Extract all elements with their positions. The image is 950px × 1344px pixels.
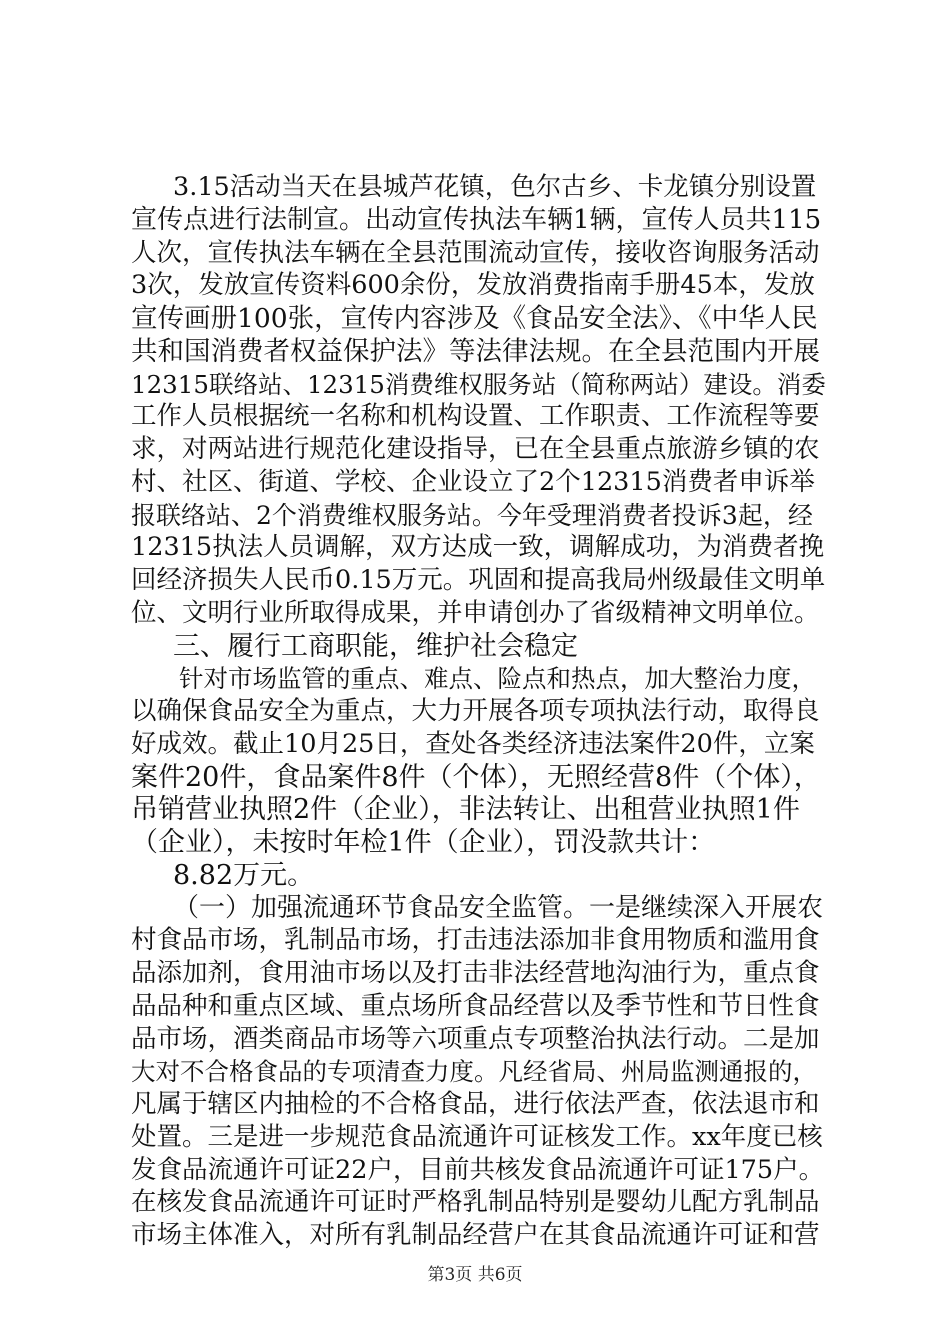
text-line: 品市场，酒类商品市场等六项重点专项整治执法行动。二是加 <box>131 1024 820 1054</box>
text-line: 大对不合格食品的专项清查力度。凡经省局、州局监测通报的， <box>131 1057 817 1086</box>
page-footer: 第3页 共6页 <box>427 1265 523 1285</box>
text-line: 好成效。截止10月25日，查处各类经济违法案件20件，立案 <box>131 729 815 759</box>
text-line: 品添加剂，食用油市场以及打击非法经营地沟油行为，重点食 <box>131 958 820 988</box>
text-line: 报联络站、2个消费维权服务站。今年受理消费者投诉3起，经 <box>131 501 813 530</box>
text-line: （一）加强流通环节食品安全监管。一是继续深入开展农 <box>173 893 824 923</box>
text-line: 8.82万元。 <box>173 860 315 891</box>
text-line: （企业），未按时年检1件（企业），罚没款共计： <box>131 827 716 858</box>
text-line: 品品种和重点区域、重点场所食品经营以及季节性和节日性食 <box>131 991 820 1021</box>
text-line: 凡属于辖区内抽检的不合格食品，进行依法严查，依法退市和 <box>131 1089 820 1119</box>
text-line: 3.15活动当天在县城芦花镇，色尔古乡、卡龙镇分别设置 <box>173 172 817 202</box>
text-line: 工作人员根据统一名称和机构设置、工作职责、工作流程等要 <box>131 401 820 431</box>
text-line: 3次，发放宣传资料600余份，发放消费指南手册45本，发放 <box>131 270 815 300</box>
text-line: 宣传画册100张，宣传内容涉及《食品安全法》、《中华人民 <box>131 303 818 334</box>
text-line: 回经济损失人民币0.15万元。巩固和提高我局州级最佳文明单 <box>131 565 826 595</box>
text-line: 共和国消费者权益保护法》等法律法规。在全县范围内开展 <box>131 336 820 367</box>
text-line: 求，对两站进行规范化建设指导，已在全县重点旅游乡镇的农 <box>131 434 820 464</box>
section-heading: 三、履行工商职能，维护社会稳定 <box>173 631 578 662</box>
text-line: 吊销营业执照2件（企业），非法转让、出租营业执照1件 <box>131 794 800 825</box>
text-line: 位、文明行业所取得成果，并申请创办了省级精神文明单位。 <box>131 598 820 628</box>
text-line: 在核发食品流通许可证时严格乳制品特别是婴幼儿配方乳制品 <box>131 1187 820 1217</box>
text-line: 村、社区、街道、学校、企业设立了2个12315消费者申诉举 <box>131 467 815 497</box>
text-line: 处置。三是进一步规范食品流通许可证核发工作。xx年度已核 <box>131 1122 823 1152</box>
text-line: 12315联络站、12315消费维权服务站（简称两站）建设。消委 <box>131 370 826 399</box>
text-line: 人次，宣传执法车辆在全县范围流动宣传，接收咨询服务活动 <box>131 238 820 268</box>
text-line: 村食品市场，乳制品市场，打击违法添加非食用物质和滥用食 <box>131 925 820 955</box>
text-line: 发食品流通许可证22户，目前共核发食品流通许可证175户。 <box>131 1155 825 1185</box>
text-line: 12315执法人员调解，双方达成一致，调解成功，为消费者挽 <box>131 532 825 562</box>
text-line: 案件20件，食品案件8件（个体），无照经营8件（个体）， <box>131 762 821 793</box>
text-line: 针对市场监管的重点、难点、险点和热点，加大整治力度， <box>179 664 816 693</box>
text-line: 以确保食品安全为重点，大力开展各项专项执法行动，取得良 <box>131 696 820 726</box>
text-line: 市场主体准入，对所有乳制品经营户在其食品流通许可证和营 <box>131 1220 820 1250</box>
text-line: 宣传点进行法制宣。出动宣传执法车辆1辆，宣传人员共115 <box>131 205 822 235</box>
